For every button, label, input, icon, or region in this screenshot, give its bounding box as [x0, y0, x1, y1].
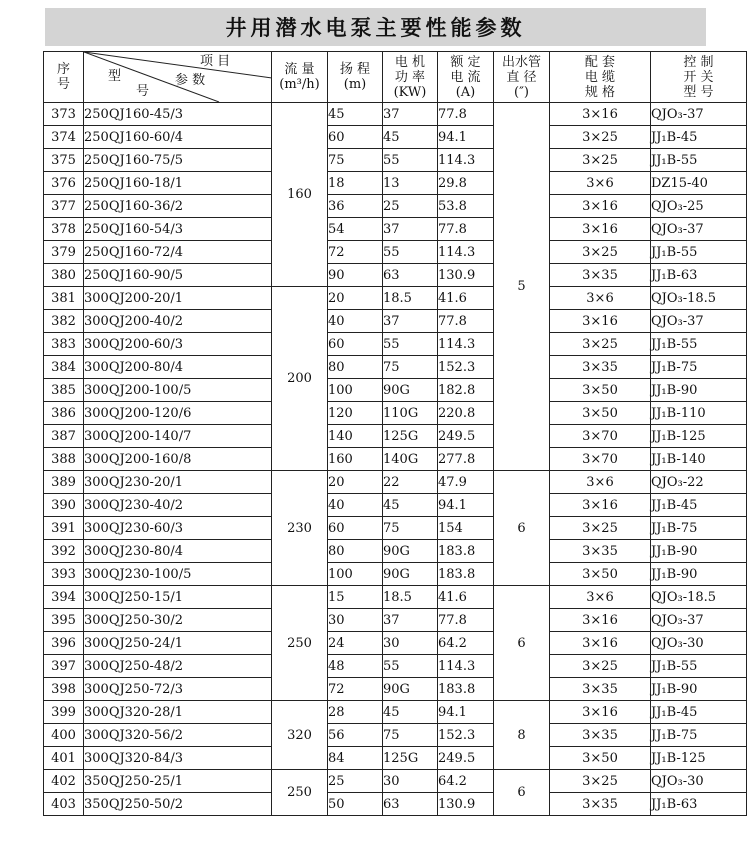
- cell-current: 183.8: [438, 540, 494, 563]
- cell-head: 120: [328, 402, 383, 425]
- cell-current: 94.1: [438, 701, 494, 724]
- cell-current: 94.1: [438, 126, 494, 149]
- cell-seq: 400: [44, 724, 84, 747]
- table-row: [44, 103, 747, 126]
- table-row: [44, 770, 747, 793]
- cell-power: 55: [383, 655, 438, 678]
- cell-current: 64.2: [438, 632, 494, 655]
- table-row: [44, 632, 747, 655]
- cell-model: 300QJ200-160/8: [84, 448, 272, 471]
- cell-seq: 380: [44, 264, 84, 287]
- cell-head: 40: [328, 494, 383, 517]
- table-row: [44, 793, 747, 816]
- cell-switch: JJ₁B-55: [651, 241, 747, 264]
- cell-model: 300QJ230-20/1: [84, 471, 272, 494]
- cell-current: 77.8: [438, 310, 494, 333]
- cell-model: 250QJ160-36/2: [84, 195, 272, 218]
- cell-seq: 391: [44, 517, 84, 540]
- cell-flow: 230: [272, 471, 328, 586]
- cell-current: 41.6: [438, 287, 494, 310]
- cell-switch: QJO₃-25: [651, 195, 747, 218]
- cell-current: 77.8: [438, 609, 494, 632]
- cell-cable: 3×16: [550, 632, 651, 655]
- cell-power: 45: [383, 701, 438, 724]
- cell-head: 60: [328, 517, 383, 540]
- cell-head: 45: [328, 103, 383, 126]
- cell-flow: 160: [272, 103, 328, 287]
- cell-head: 100: [328, 563, 383, 586]
- cell-switch: QJO₃-18.5: [651, 586, 747, 609]
- cell-head: 40: [328, 310, 383, 333]
- cell-head: 80: [328, 356, 383, 379]
- cell-power: 37: [383, 103, 438, 126]
- table-row: [44, 724, 747, 747]
- cell-current: 183.8: [438, 563, 494, 586]
- cell-seq: 377: [44, 195, 84, 218]
- cell-model: 300QJ250-72/3: [84, 678, 272, 701]
- cell-model: 300QJ230-100/5: [84, 563, 272, 586]
- cell-cable: 3×16: [550, 701, 651, 724]
- cell-outlet: 5: [494, 103, 550, 471]
- cell-head: 75: [328, 149, 383, 172]
- cell-head: 30: [328, 609, 383, 632]
- cell-cable: 3×6: [550, 471, 651, 494]
- cell-current: 130.9: [438, 793, 494, 816]
- cell-power: 37: [383, 609, 438, 632]
- cell-head: 100: [328, 379, 383, 402]
- cell-switch: JJ₁B-110: [651, 402, 747, 425]
- cell-switch: JJ₁B-125: [651, 747, 747, 770]
- cell-model: 300QJ230-80/4: [84, 540, 272, 563]
- cell-model: 300QJ230-60/3: [84, 517, 272, 540]
- cell-power: 55: [383, 241, 438, 264]
- cell-power: 13: [383, 172, 438, 195]
- cell-cable: 3×25: [550, 770, 651, 793]
- cell-head: 60: [328, 333, 383, 356]
- cell-head: 25: [328, 770, 383, 793]
- cell-power: 110G: [383, 402, 438, 425]
- cell-cable: 3×6: [550, 287, 651, 310]
- header-item-label: 项 目: [200, 54, 231, 69]
- cell-model: 250QJ160-75/5: [84, 149, 272, 172]
- header-seq: 序 号: [44, 52, 84, 103]
- cell-model: 300QJ200-40/2: [84, 310, 272, 333]
- cell-flow: 250: [272, 770, 328, 816]
- header-outlet: 出水管 直 径 (″): [494, 52, 550, 103]
- header-head: 扬 程 (m): [328, 52, 383, 103]
- cell-cable: 3×35: [550, 724, 651, 747]
- cell-current: 29.8: [438, 172, 494, 195]
- cell-switch: QJO₃-37: [651, 310, 747, 333]
- cell-power: 140G: [383, 448, 438, 471]
- cell-head: 15: [328, 586, 383, 609]
- cell-cable: 3×70: [550, 425, 651, 448]
- cell-head: 24: [328, 632, 383, 655]
- table-row: [44, 218, 747, 241]
- cell-seq: 395: [44, 609, 84, 632]
- cell-seq: 399: [44, 701, 84, 724]
- cell-outlet: 8: [494, 701, 550, 770]
- cell-cable: 3×6: [550, 586, 651, 609]
- cell-switch: JJ₁B-45: [651, 126, 747, 149]
- cell-power: 90G: [383, 678, 438, 701]
- cell-switch: JJ₁B-90: [651, 379, 747, 402]
- cell-power: 63: [383, 264, 438, 287]
- table-row: [44, 402, 747, 425]
- cell-seq: 379: [44, 241, 84, 264]
- cell-model: 300QJ200-60/3: [84, 333, 272, 356]
- cell-head: 18: [328, 172, 383, 195]
- table-row: [44, 586, 747, 609]
- cell-head: 56: [328, 724, 383, 747]
- cell-cable: 3×16: [550, 609, 651, 632]
- cell-switch: JJ₁B-90: [651, 678, 747, 701]
- cell-model: 250QJ160-54/3: [84, 218, 272, 241]
- cell-seq: 373: [44, 103, 84, 126]
- cell-model: 250QJ160-90/5: [84, 264, 272, 287]
- cell-flow: 250: [272, 586, 328, 701]
- cell-current: 114.3: [438, 241, 494, 264]
- cell-seq: 382: [44, 310, 84, 333]
- cell-model: 300QJ320-56/2: [84, 724, 272, 747]
- cell-cable: 3×25: [550, 517, 651, 540]
- cell-power: 18.5: [383, 586, 438, 609]
- table-row: [44, 747, 747, 770]
- cell-seq: 390: [44, 494, 84, 517]
- cell-seq: 403: [44, 793, 84, 816]
- cell-model: 300QJ200-100/5: [84, 379, 272, 402]
- cell-seq: 397: [44, 655, 84, 678]
- cell-cable: 3×16: [550, 103, 651, 126]
- table-row: [44, 448, 747, 471]
- cell-cable: 3×70: [550, 448, 651, 471]
- cell-head: 72: [328, 241, 383, 264]
- table-row: [44, 609, 747, 632]
- cell-head: 20: [328, 287, 383, 310]
- cell-current: 182.8: [438, 379, 494, 402]
- document-title: 井用潜水电泵主要性能参数: [225, 16, 526, 40]
- cell-head: 72: [328, 678, 383, 701]
- cell-current: 249.5: [438, 425, 494, 448]
- cell-model: 300QJ200-120/6: [84, 402, 272, 425]
- cell-model: 250QJ160-72/4: [84, 241, 272, 264]
- cell-switch: JJ₁B-55: [651, 655, 747, 678]
- table-row: [44, 678, 747, 701]
- cell-model: 300QJ250-48/2: [84, 655, 272, 678]
- cell-seq: 389: [44, 471, 84, 494]
- table-row: [44, 195, 747, 218]
- cell-cable: 3×50: [550, 563, 651, 586]
- cell-switch: JJ₁B-75: [651, 356, 747, 379]
- cell-switch: JJ₁B-55: [651, 149, 747, 172]
- cell-current: 114.3: [438, 333, 494, 356]
- cell-switch: DZ15-40: [651, 172, 747, 195]
- table-header-row: [44, 52, 747, 103]
- table-row: [44, 287, 747, 310]
- cell-model: 350QJ250-50/2: [84, 793, 272, 816]
- cell-cable: 3×16: [550, 218, 651, 241]
- cell-switch: QJO₃-30: [651, 770, 747, 793]
- cell-power: 90G: [383, 379, 438, 402]
- table-row: [44, 494, 747, 517]
- header-power: 电 机 功 率 (KW): [383, 52, 438, 103]
- cell-power: 45: [383, 126, 438, 149]
- table-row: [44, 241, 747, 264]
- table-row: [44, 126, 747, 149]
- table-row: [44, 149, 747, 172]
- cell-current: 183.8: [438, 678, 494, 701]
- cell-seq: 392: [44, 540, 84, 563]
- cell-cable: 3×25: [550, 241, 651, 264]
- cell-power: 45: [383, 494, 438, 517]
- cell-flow: 320: [272, 701, 328, 770]
- cell-cable: 3×50: [550, 747, 651, 770]
- table-row: [44, 540, 747, 563]
- cell-model: 250QJ160-60/4: [84, 126, 272, 149]
- header-cable: 配 套 电 缆 规 格: [550, 52, 651, 103]
- header-model-diagonal: [84, 52, 272, 103]
- cell-current: 130.9: [438, 264, 494, 287]
- header-current: 额 定 电 流 (A): [438, 52, 494, 103]
- cell-power: 90G: [383, 540, 438, 563]
- cell-seq: 394: [44, 586, 84, 609]
- header-model-label-1: 型: [108, 69, 122, 84]
- cell-seq: 387: [44, 425, 84, 448]
- cell-seq: 386: [44, 402, 84, 425]
- cell-power: 55: [383, 149, 438, 172]
- cell-head: 60: [328, 126, 383, 149]
- cell-model: 300QJ320-84/3: [84, 747, 272, 770]
- cell-seq: 384: [44, 356, 84, 379]
- cell-seq: 383: [44, 333, 84, 356]
- cell-power: 25: [383, 195, 438, 218]
- cell-model: 300QJ250-24/1: [84, 632, 272, 655]
- cell-power: 30: [383, 770, 438, 793]
- cell-switch: QJO₃-37: [651, 103, 747, 126]
- cell-flow: 200: [272, 287, 328, 471]
- cell-seq: 385: [44, 379, 84, 402]
- table-row: [44, 471, 747, 494]
- cell-current: 114.3: [438, 149, 494, 172]
- cell-model: 300QJ200-80/4: [84, 356, 272, 379]
- table-row: [44, 172, 747, 195]
- cell-seq: 381: [44, 287, 84, 310]
- cell-cable: 3×16: [550, 195, 651, 218]
- cell-power: 125G: [383, 425, 438, 448]
- cell-power: 30: [383, 632, 438, 655]
- cell-switch: JJ₁B-75: [651, 724, 747, 747]
- cell-cable: 3×16: [550, 494, 651, 517]
- cell-switch: JJ₁B-125: [651, 425, 747, 448]
- cell-seq: 401: [44, 747, 84, 770]
- cell-seq: 375: [44, 149, 84, 172]
- cell-current: 152.3: [438, 356, 494, 379]
- cell-power: 90G: [383, 563, 438, 586]
- cell-seq: 374: [44, 126, 84, 149]
- header-model-label-2: 号: [136, 84, 150, 99]
- table-row: [44, 517, 747, 540]
- cell-current: 220.8: [438, 402, 494, 425]
- cell-power: 37: [383, 218, 438, 241]
- cell-current: 41.6: [438, 586, 494, 609]
- cell-switch: QJO₃-37: [651, 609, 747, 632]
- cell-head: 20: [328, 471, 383, 494]
- cell-power: 22: [383, 471, 438, 494]
- table-row: [44, 264, 747, 287]
- cell-model: 250QJ160-45/3: [84, 103, 272, 126]
- cell-current: 277.8: [438, 448, 494, 471]
- cell-current: 249.5: [438, 747, 494, 770]
- cell-seq: 388: [44, 448, 84, 471]
- cell-current: 114.3: [438, 655, 494, 678]
- cell-seq: 376: [44, 172, 84, 195]
- cell-model: 300QJ250-15/1: [84, 586, 272, 609]
- cell-cable: 3×16: [550, 310, 651, 333]
- cell-switch: QJO₃-37: [651, 218, 747, 241]
- cell-model: 300QJ230-40/2: [84, 494, 272, 517]
- table-row: [44, 333, 747, 356]
- cell-switch: JJ₁B-140: [651, 448, 747, 471]
- cell-seq: 378: [44, 218, 84, 241]
- cell-current: 47.9: [438, 471, 494, 494]
- cell-head: 140: [328, 425, 383, 448]
- cell-power: 37: [383, 310, 438, 333]
- cell-power: 75: [383, 356, 438, 379]
- cell-cable: 3×25: [550, 126, 651, 149]
- cell-seq: 402: [44, 770, 84, 793]
- cell-head: 160: [328, 448, 383, 471]
- cell-power: 18.5: [383, 287, 438, 310]
- cell-head: 90: [328, 264, 383, 287]
- cell-seq: 396: [44, 632, 84, 655]
- cell-switch: QJO₃-18.5: [651, 287, 747, 310]
- table-row: [44, 563, 747, 586]
- cell-power: 63: [383, 793, 438, 816]
- table-row: [44, 356, 747, 379]
- cell-cable: 3×25: [550, 655, 651, 678]
- table-body: [44, 103, 747, 816]
- cell-current: 94.1: [438, 494, 494, 517]
- cell-cable: 3×35: [550, 264, 651, 287]
- cell-model: 300QJ320-28/1: [84, 701, 272, 724]
- cell-switch: QJO₃-30: [651, 632, 747, 655]
- cell-model: 300QJ200-140/7: [84, 425, 272, 448]
- cell-power: 55: [383, 333, 438, 356]
- cell-model: 300QJ250-30/2: [84, 609, 272, 632]
- header-flow: 流 量 (m³/h): [272, 52, 328, 103]
- cell-cable: 3×35: [550, 678, 651, 701]
- cell-cable: 3×50: [550, 402, 651, 425]
- cell-cable: 3×25: [550, 333, 651, 356]
- cell-head: 54: [328, 218, 383, 241]
- cell-head: 36: [328, 195, 383, 218]
- cell-cable: 3×6: [550, 172, 651, 195]
- cell-switch: JJ₁B-45: [651, 494, 747, 517]
- cell-seq: 398: [44, 678, 84, 701]
- cell-cable: 3×35: [550, 540, 651, 563]
- cell-switch: JJ₁B-45: [651, 701, 747, 724]
- cell-power: 75: [383, 724, 438, 747]
- cell-current: 53.8: [438, 195, 494, 218]
- cell-switch: QJO₃-22: [651, 471, 747, 494]
- header-param-label: 参 数: [175, 73, 206, 88]
- cell-cable: 3×50: [550, 379, 651, 402]
- cell-current: 64.2: [438, 770, 494, 793]
- header-switch: 控 制 开 关 型 号: [651, 52, 747, 103]
- table-row: [44, 701, 747, 724]
- cell-head: 80: [328, 540, 383, 563]
- cell-model: 300QJ200-20/1: [84, 287, 272, 310]
- cell-current: 77.8: [438, 218, 494, 241]
- cell-switch: JJ₁B-90: [651, 563, 747, 586]
- cell-outlet: 6: [494, 770, 550, 816]
- cell-outlet: 6: [494, 586, 550, 701]
- cell-switch: JJ₁B-55: [651, 333, 747, 356]
- cell-head: 28: [328, 701, 383, 724]
- cell-power: 75: [383, 517, 438, 540]
- cell-power: 125G: [383, 747, 438, 770]
- cell-switch: JJ₁B-63: [651, 793, 747, 816]
- cell-head: 84: [328, 747, 383, 770]
- title-banner: [45, 8, 706, 46]
- cell-switch: JJ₁B-90: [651, 540, 747, 563]
- cell-switch: JJ₁B-75: [651, 517, 747, 540]
- table-row: [44, 425, 747, 448]
- cell-current: 152.3: [438, 724, 494, 747]
- cell-switch: JJ₁B-63: [651, 264, 747, 287]
- cell-outlet: 6: [494, 471, 550, 586]
- cell-model: 250QJ160-18/1: [84, 172, 272, 195]
- cell-current: 77.8: [438, 103, 494, 126]
- cell-seq: 393: [44, 563, 84, 586]
- table-row: [44, 379, 747, 402]
- table-row: [44, 655, 747, 678]
- cell-head: 50: [328, 793, 383, 816]
- cell-head: 48: [328, 655, 383, 678]
- cell-cable: 3×35: [550, 356, 651, 379]
- cell-cable: 3×25: [550, 149, 651, 172]
- cell-model: 350QJ250-25/1: [84, 770, 272, 793]
- performance-table: [43, 51, 747, 816]
- cell-current: 154: [438, 517, 494, 540]
- cell-cable: 3×35: [550, 793, 651, 816]
- table-row: [44, 310, 747, 333]
